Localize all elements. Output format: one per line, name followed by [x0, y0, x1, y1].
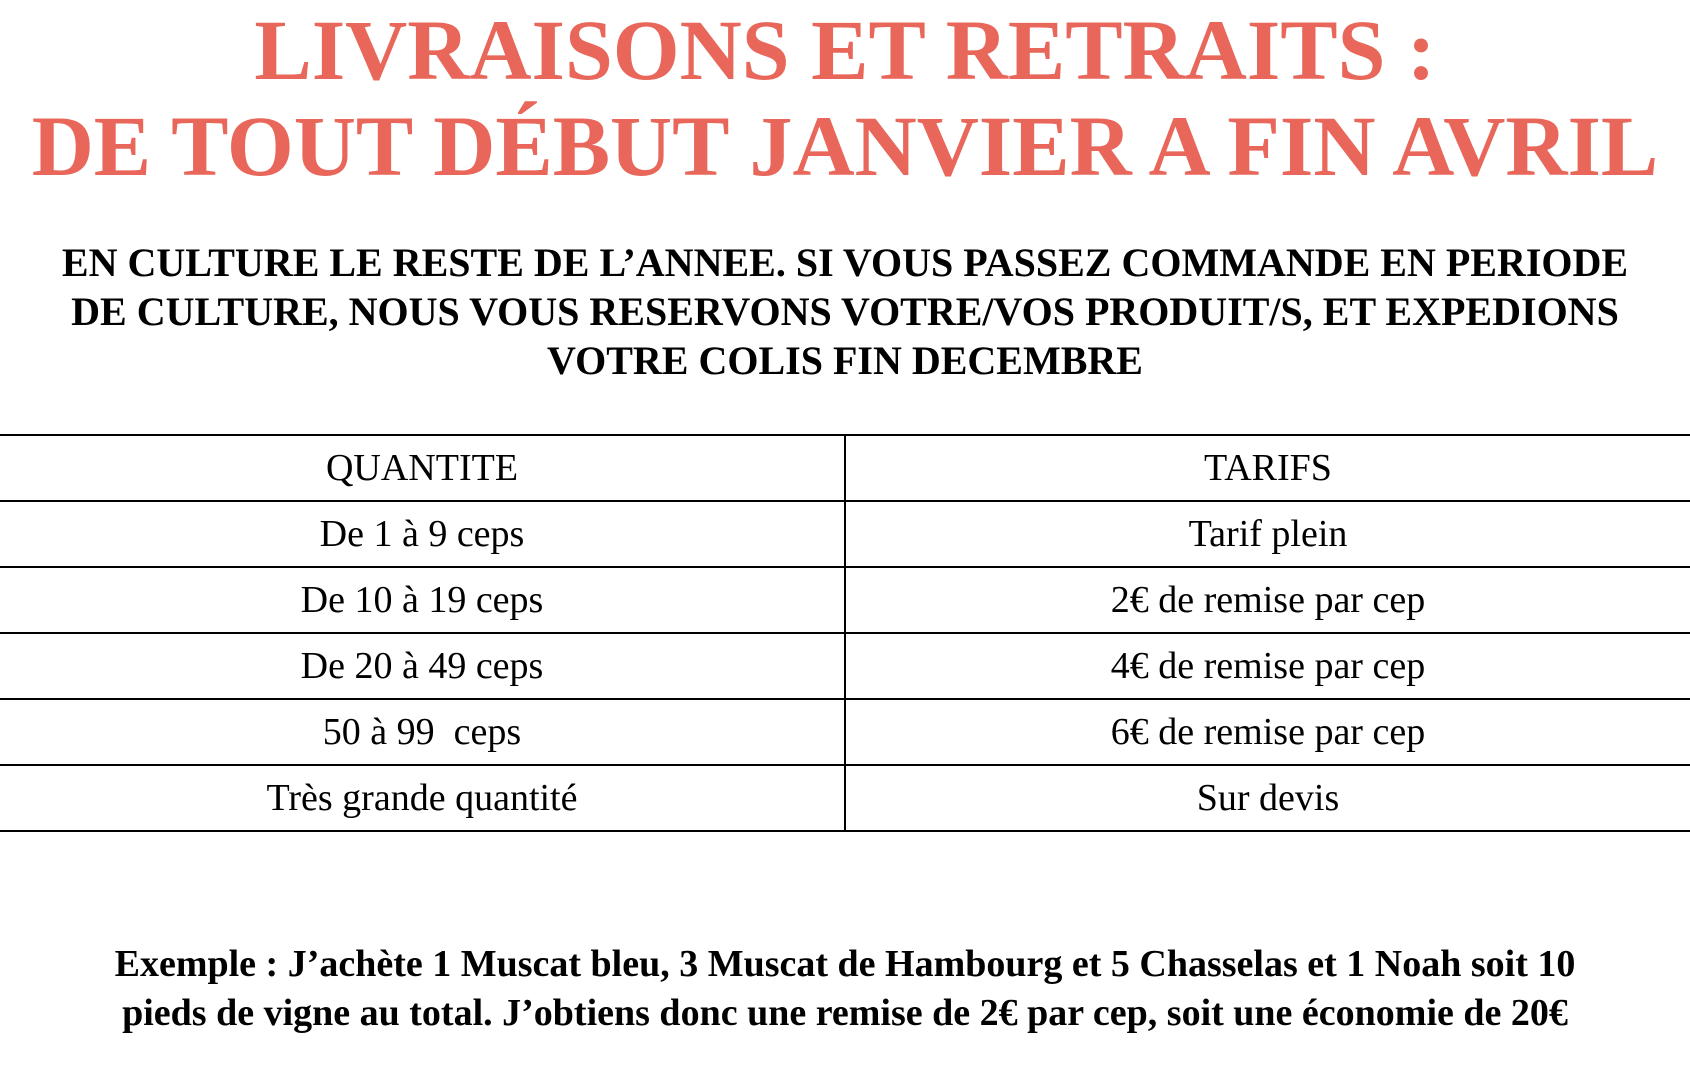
table-row	[0, 633, 1690, 699]
season-notice	[0, 238, 1690, 385]
quantity-cell: 50 à 99 ceps	[0, 699, 845, 765]
title-line-2: DE TOUT DÉBUT JANVIER A FIN AVRIL	[31, 98, 1659, 194]
price-cell: 6€ de remise par cep	[845, 699, 1690, 765]
table-row	[0, 765, 1690, 831]
pricing-table	[0, 434, 1690, 832]
example-line-1: Exemple : J’achète 1 Muscat bleu, 3 Muscat de Hambourg et 5 Chasselas et 1 Noah soit 10	[114, 943, 1576, 985]
season-notice-line-1: EN CULTURE LE RESTE DE L’ANNEE. SI VOUS PASSEZ COMMANDE EN PERIODE	[61, 240, 1629, 285]
quantity-cell: De 1 à 9 ceps	[0, 501, 845, 567]
example-paragraph	[0, 940, 1690, 1038]
price-cell: Tarif plein	[845, 501, 1690, 567]
season-notice-line-3: VOTRE COLIS FIN DECEMBRE	[547, 338, 1143, 383]
header-quantite: QUANTITE	[0, 435, 845, 501]
table-row	[0, 501, 1690, 567]
season-notice-line-2: DE CULTURE, NOUS VOUS RESERVONS VOTRE/VOS PRODUIT/S, ET EXPEDIONS	[71, 289, 1619, 334]
table-row	[0, 567, 1690, 633]
quantity-cell: Très grande quantité	[0, 765, 845, 831]
quantity-cell: De 20 à 49 ceps	[0, 633, 845, 699]
example-line-2: pieds de vigne au total. J’obtiens donc une remise de 2€ par cep, soit une économie de 20€	[122, 992, 1568, 1034]
title-line-1: LIVRAISONS ET RETRAITS :	[254, 2, 1436, 98]
header-tarifs: TARIFS	[845, 435, 1690, 501]
price-cell: 2€ de remise par cep	[845, 567, 1690, 633]
price-cell: 4€ de remise par cep	[845, 633, 1690, 699]
table-header-row	[0, 435, 1690, 501]
table-row	[0, 699, 1690, 765]
price-cell: Sur devis	[845, 765, 1690, 831]
quantity-cell: De 10 à 19 ceps	[0, 567, 845, 633]
page-title	[0, 2, 1690, 194]
